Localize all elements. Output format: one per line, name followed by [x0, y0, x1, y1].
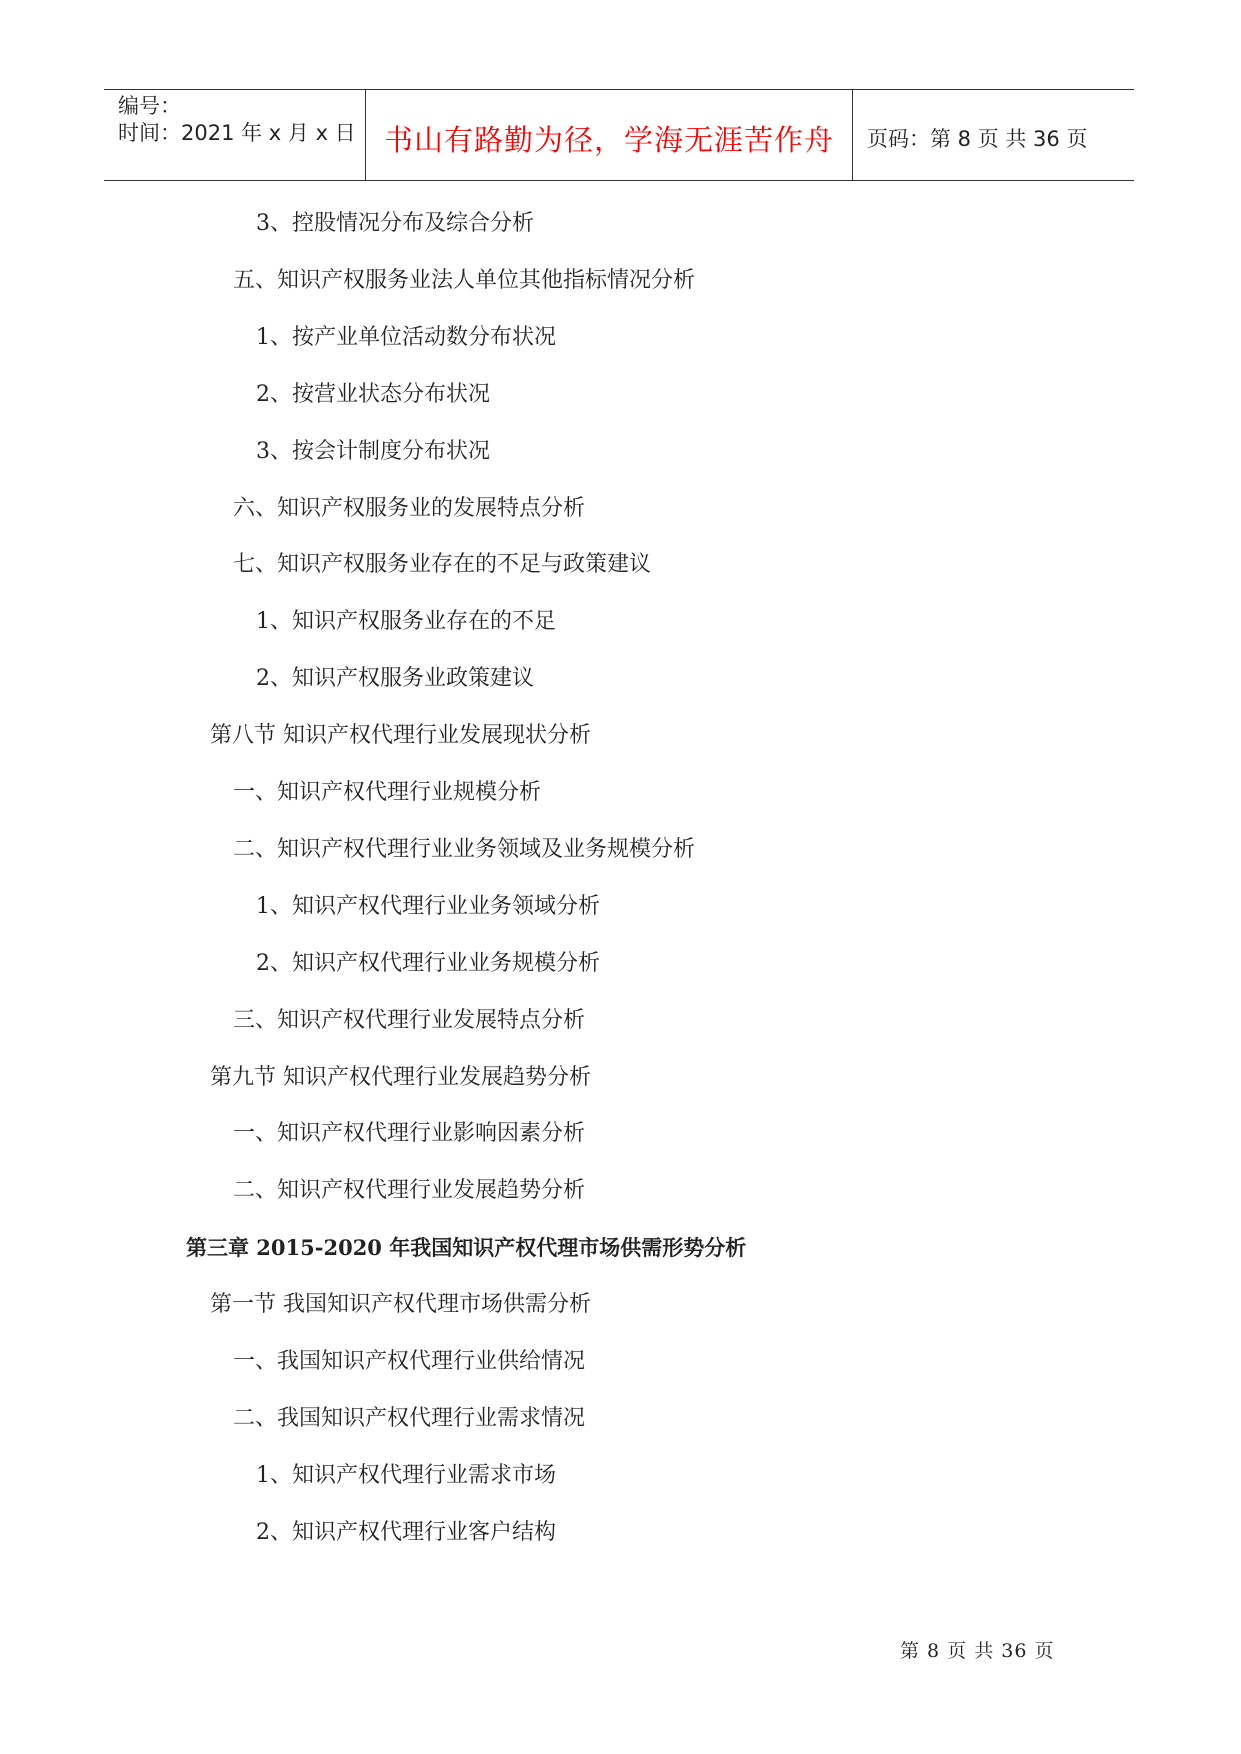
toc-entry-item: 二、知识产权代理行业发展趋势分析	[233, 1178, 586, 1204]
toc-entry-item: 一、知识产权代理行业影响因素分析	[233, 1121, 586, 1147]
toc-entry-item: 七、知识产权服务业存在的不足与政策建议	[233, 552, 652, 578]
toc-entry-sub: 1、知识产权代理行业业务领域分析	[256, 893, 600, 919]
toc-entry-sub: 2、知识产权服务业政策建议	[256, 666, 534, 692]
toc-entry-item: 一、我国知识产权代理行业供给情况	[233, 1349, 586, 1374]
document-time-label: 时间：2021 年 x 月 x 日	[118, 121, 356, 145]
document-number-label: 编号：	[118, 94, 181, 118]
header-motto-cell	[366, 90, 853, 180]
toc-entry-sub: 2、按营业状态分布状况	[256, 381, 490, 407]
toc-entry-chapter: 第三章 2015-2020 年我国知识产权代理市场供需形势分析	[186, 1235, 747, 1261]
toc-entry-section: 第八节 知识产权代理行业发展现状分析	[210, 723, 591, 749]
toc-entry-item: 一、知识产权代理行业规模分析	[233, 780, 542, 805]
toc-entry-section: 第九节 知识产权代理行业发展趋势分析	[210, 1064, 591, 1090]
page-footer: 第 8 页 共 36 页	[900, 1640, 1055, 1662]
toc-entry-sub: 1、按产业单位活动数分布状况	[256, 324, 556, 350]
header-page-code: 页码：第 8 页 共 36 页	[867, 127, 1088, 151]
toc-entry-item: 三、知识产权代理行业发展特点分析	[233, 1007, 586, 1033]
toc-entry-sub: 1、知识产权代理行业需求市场	[256, 1462, 556, 1488]
toc-entry-section: 第一节 我国知识产权代理市场供需分析	[210, 1292, 591, 1318]
toc-entry-sub: 1、知识产权服务业存在的不足	[256, 609, 556, 635]
toc-entry-item: 二、知识产权代理行业业务领域及业务规模分析	[233, 836, 696, 862]
toc-entry-sub: 2、知识产权代理行业业务规模分析	[256, 950, 600, 976]
toc-entry-sub: 3、控股情况分布及综合分析	[256, 211, 534, 236]
toc-entry-sub: 3、按会计制度分布状况	[256, 438, 490, 464]
header-meta	[104, 90, 366, 180]
toc-entry-item: 六、知识产权服务业的发展特点分析	[233, 495, 586, 521]
toc-entry-sub: 2、知识产权代理行业客户结构	[256, 1519, 556, 1545]
header-motto: 书山有路勤为径，学海无涯苦作舟	[383, 122, 834, 157]
page-header	[104, 89, 1134, 181]
toc-entry-item: 二、我国知识产权代理行业需求情况	[233, 1405, 586, 1431]
toc-entry-item: 五、知识产权服务业法人单位其他指标情况分析	[233, 267, 696, 293]
